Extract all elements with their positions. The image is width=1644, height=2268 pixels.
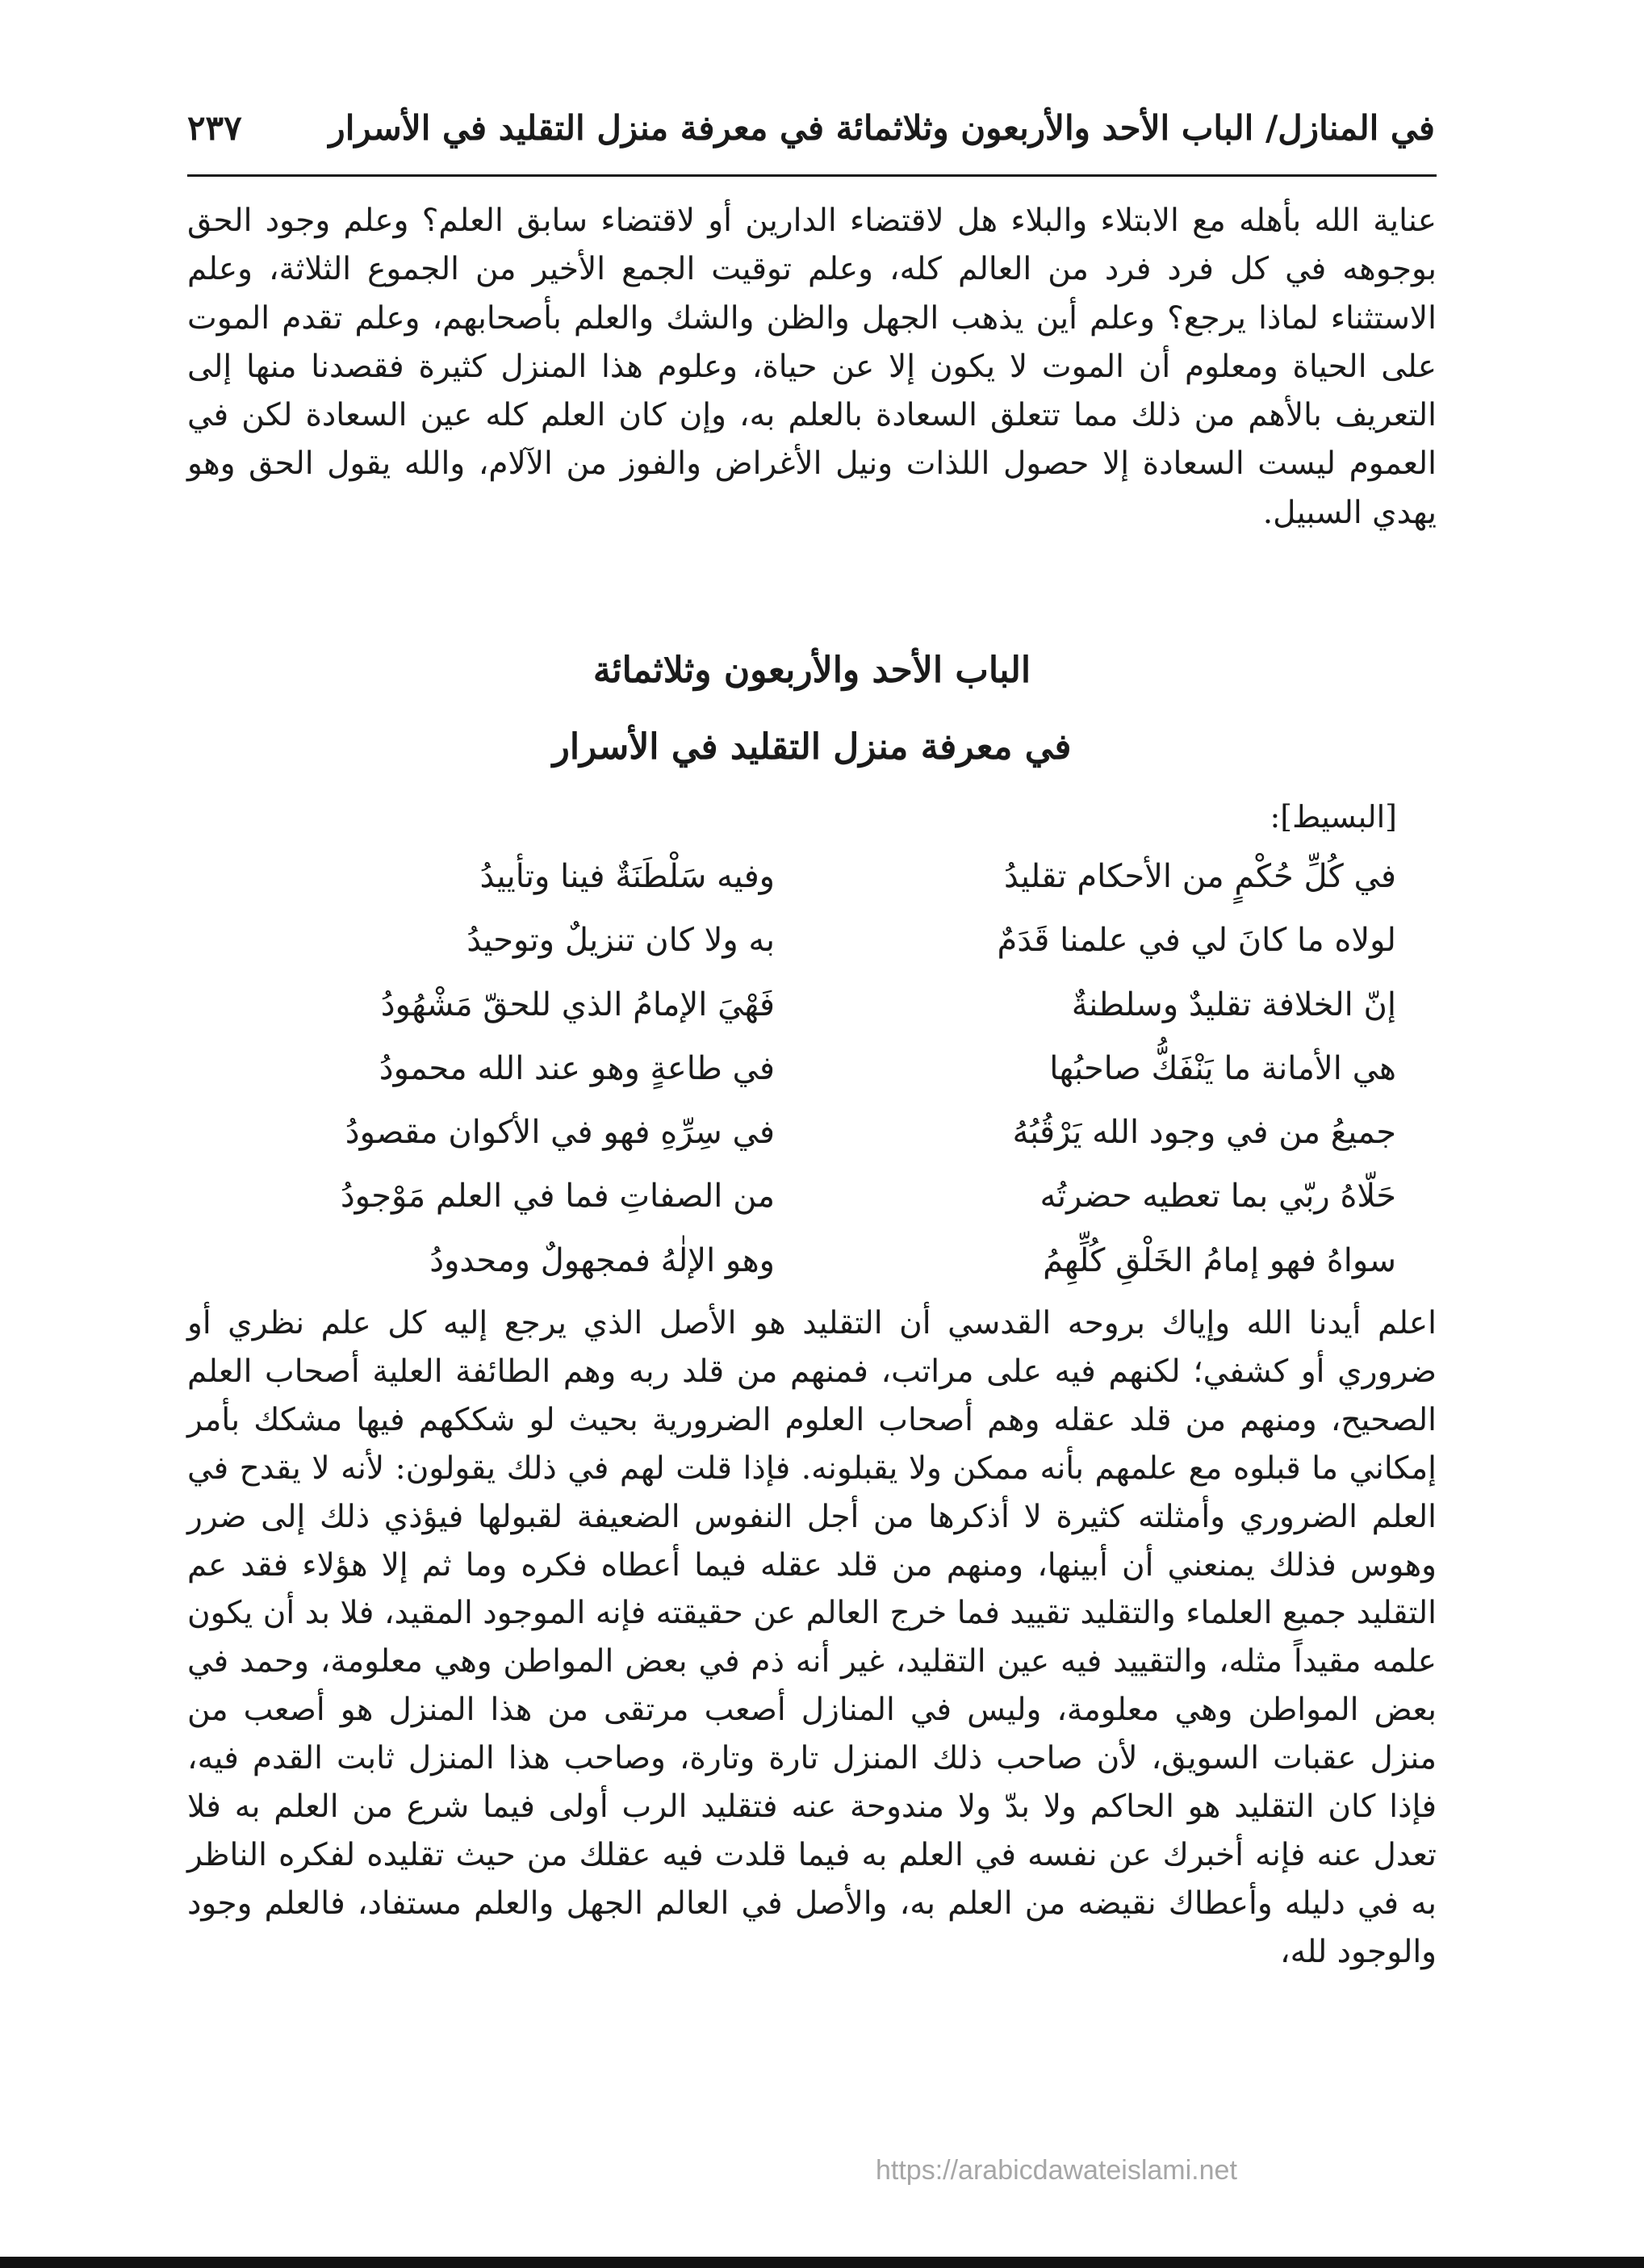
verse-first-hemistich: لولاه ما كانَ لي في علمنا قَدَمٌ: [997, 922, 1396, 960]
poem-verse: [187, 980, 1437, 1044]
verse-first-hemistich: إنّ الخلافة تقليدٌ وسلطنةٌ: [1071, 985, 1396, 1023]
main-paragraph: اعلم أيدنا الله وإياك بروحه القدسي أن التقليد هو الأصل الذي يرجع إليه كل علم نظري أو ضروري أو كشفي؛ لكنهم فيه على مراتب، فمنهم من قلد ربه وهم الطائفة العلية أصحاب العلم الصحيح، ومنهم من قلد عقله وهم أصحاب العلوم الضرورية بحيث لو شككهم فيها مشكك بأمر إمكاني ما قبلوه مع علمهم بأنه ممكن ولا يقبلونه. فإذا قلت لهم في ذلك يقولون: لأنه لا يقدح في العلم الضروري وأمثلته كثيرة لا أذكرها من أجل النفوس الضعيفة لقبولها فيؤذي ذلك إلى ضرر وهوس فذلك يمنعني أن أبينها، ومنهم من قلد عقله فيما أعطاه فكره وما ثم إلا هؤلاء فقد عم التقليد جميع العلماء والتقليد تقييد فما خرج العالم عن حقيقته فإنه الموجود المقيد، فلا بد أن يكون علمه مقيداً مثله، والتقييد فيه عين التقليد، غير أنه ذم في بعض المواطن وهي معلومة، وحمد في بعض المواطن وهي معلومة، وليس في المنازل أصعب مرتقى من هذا المنزل هو أصعب من منزل عقبات السويق، لأن صاحب ذلك المنزل تارة وتارة، وصاحب هذا المنزل ثابت القدم فيه، فإذا كان التقليد هو الحاكم ولا بدّ ولا مندوحة عنه فتقليد الرب أولى فيما شرع من العلم به فلا تعدل عنه فإنه أخبرك عن نفسه في العلم به فيما قلدت فيه عقلك من حيث تقليده لفكره الناظر به في دليله وأعطاك نقيضه من العلم به، والأصل في العالم الجهل والعلم مستفاد، فالعلم وجود والوجود لله،: [187, 1305, 1437, 1970]
verse-first-hemistich: حَلّاهُ ربّي بما تعطيه حضرتُه: [1040, 1178, 1396, 1216]
scan-bottom-border: [0, 2257, 1644, 2268]
poem-verse: [187, 915, 1437, 979]
verse-first-hemistich: في كُلِّ حُكْمٍ من الأحكام تقليدُ: [1003, 858, 1396, 895]
poem-verse: [187, 1107, 1437, 1171]
verse-second-hemistich: وفيه سَلْطَنَةٌ فينا وتأييدُ: [479, 858, 775, 895]
poem-verse: [187, 1171, 1437, 1235]
poem-verse: [187, 1236, 1437, 1299]
page-number: ٢٣٧: [187, 108, 242, 148]
chapter-heading-line-2: في معرفة منزل التقليد في الأسرار: [552, 726, 1072, 768]
running-header: [187, 103, 1435, 168]
verse-second-hemistich: من الصفاتِ فما في العلم مَوْجودُ: [340, 1178, 775, 1216]
running-title: في المنازل/ الباب الأحد والأربعون وثلاثمائة في معرفة منزل التقليد في الأسرار: [328, 108, 1435, 148]
verse-second-hemistich: في طاعةٍ وهو عند الله محمودُ: [379, 1049, 775, 1087]
verse-first-hemistich: سواهُ فهو إمامُ الخَلْقِ كُلِّهِمُ: [1043, 1241, 1396, 1279]
poem-verse: [187, 1044, 1437, 1107]
verse-first-hemistich: هي الأمانة ما يَنْفَكُّ صاحبُها: [1049, 1049, 1396, 1087]
poem: [187, 852, 1437, 1299]
watermark-url: https://arabicdawateislami.net: [876, 2155, 1237, 2186]
verse-second-hemistich: فَهْيَ الإمامُ الذي للحقّ مَشْهُودُ: [380, 985, 775, 1023]
verse-second-hemistich: في سِرِّهِ فهو في الأكوان مقصودُ: [345, 1114, 775, 1152]
verse-second-hemistich: به ولا كان تنزيلٌ وتوحيدُ: [466, 922, 775, 960]
intro-paragraph: عناية الله بأهله مع الابتلاء والبلاء هل لاقتضاء الدارين أو لاقتضاء سابق العلم؟ وعلم وجود الحق بوجوهه في كل فرد فرد من العالم كله، وعلم توقيت الجمع الأخير من الجموع الثلاثة، وعلم الاستثناء لماذا يرجع؟ وعلم أين يذهب الجهل والظن والشك والعلم بأصحابهم، وعلم تقدم الموت على الحياة ومعلوم أن الموت لا يكون إلا عن حياة، وعلوم هذا المنزل كثيرة فقصدنا منها إلى التعريف بالأهم من ذلك مما تتعلق السعادة بالعلم به، وإن كان العلم كله عين السعادة لكن في العموم ليست السعادة إلا حصول اللذات ونيل الأغراض والفوز من الآلام، والله يقول الحق وهو يهدي السبيل.: [187, 203, 1437, 531]
verse-second-hemistich: وهو الإلٰهُ فمجهولٌ ومحدودُ: [429, 1241, 775, 1279]
verse-first-hemistich: جميعُ من في وجود الله يَرْقُبُهُ: [1012, 1114, 1396, 1152]
header-rule: [187, 174, 1437, 177]
poem-verse: [187, 852, 1437, 915]
poem-meter-label: [البسيط]:: [1270, 799, 1397, 835]
chapter-heading-line-1: الباب الأحد والأربعون وثلاثمائة: [592, 650, 1031, 691]
